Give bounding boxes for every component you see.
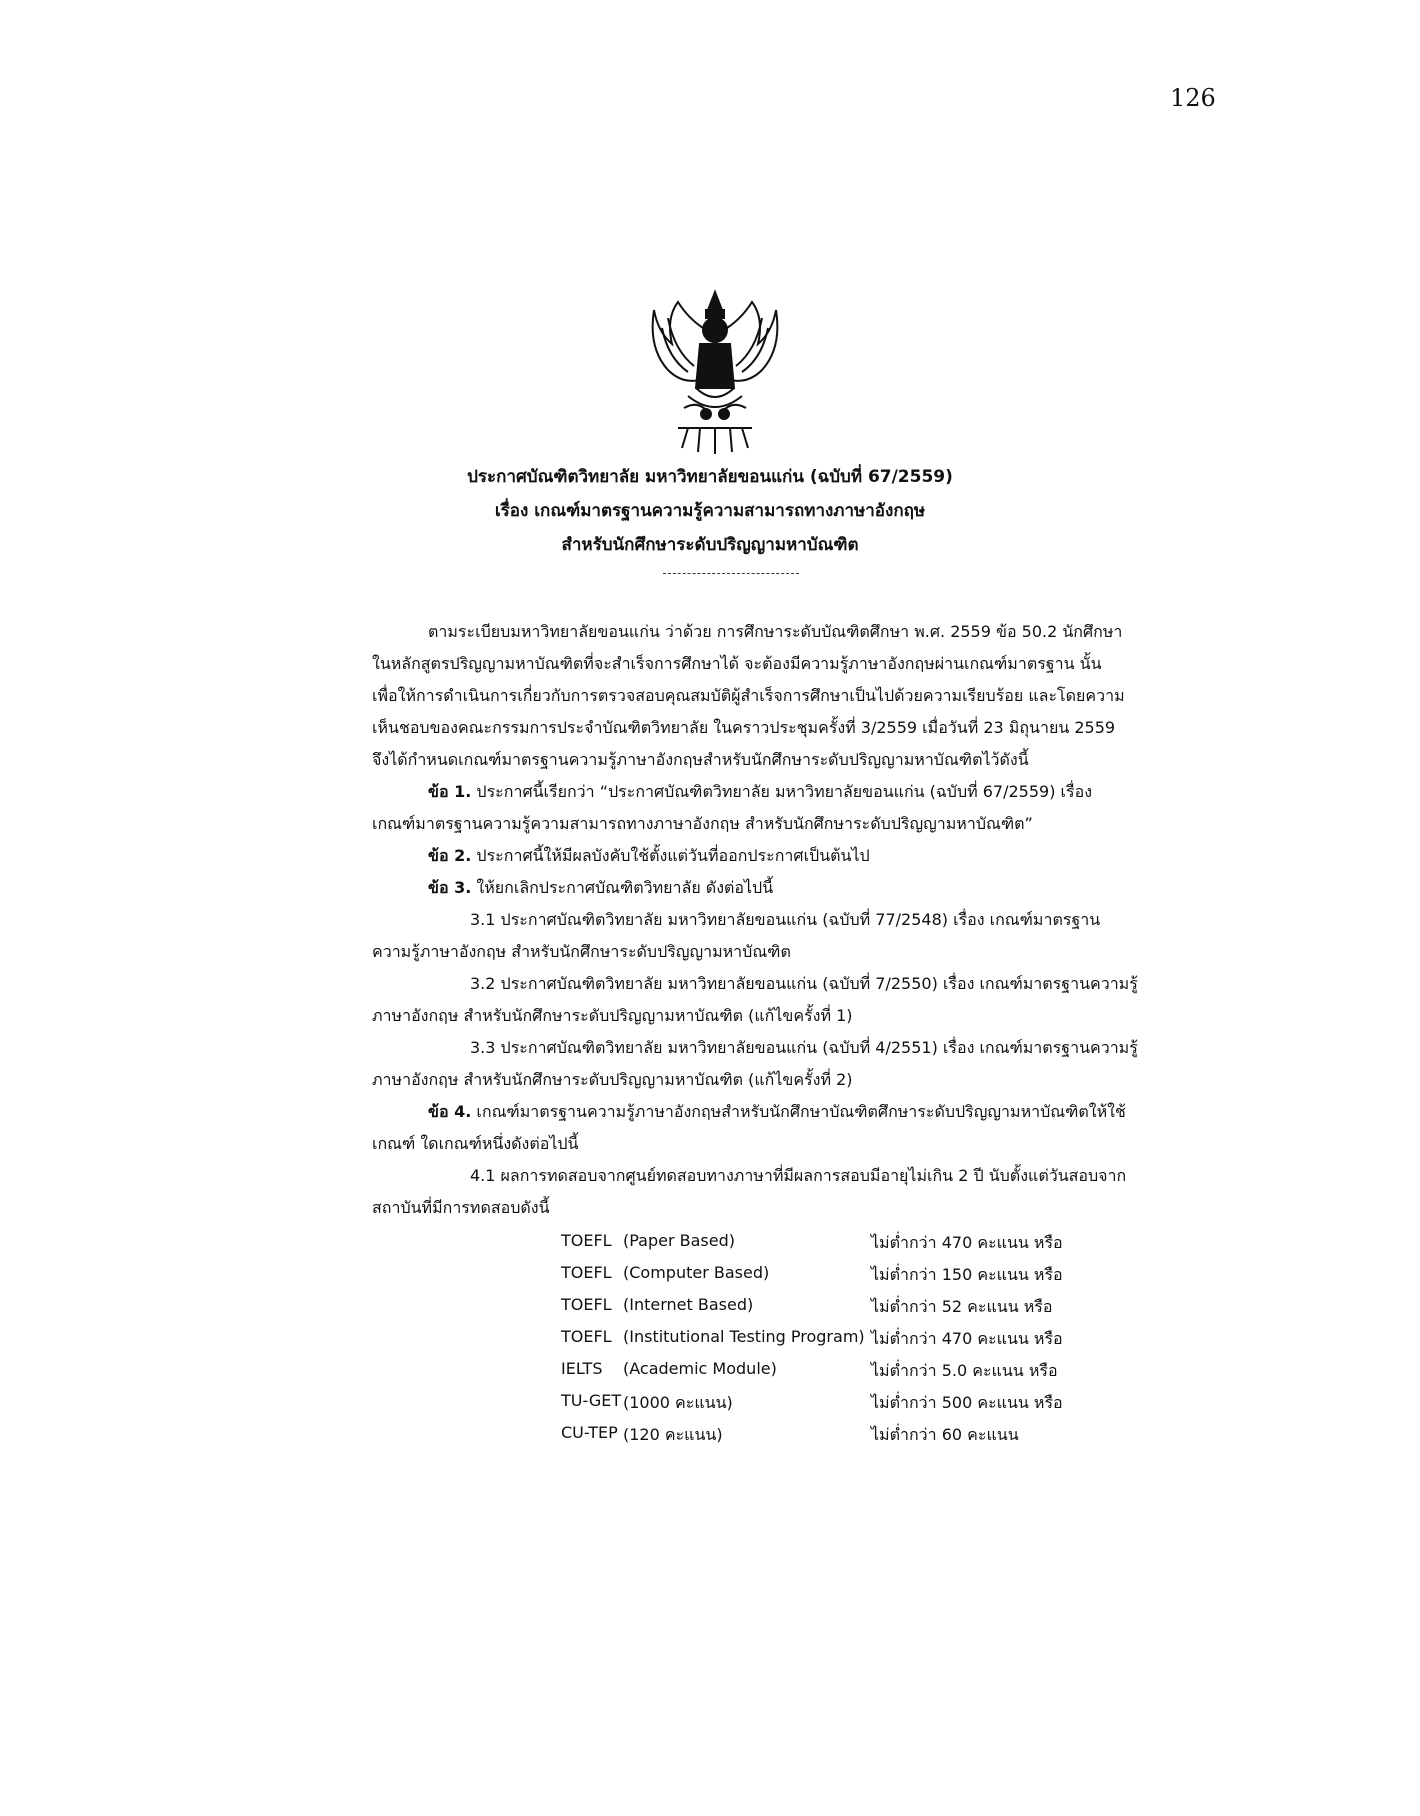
clause-4-label: ข้อ 4. xyxy=(428,1102,472,1121)
announcement-title: ประกาศบัณฑิตวิทยาลัย มหาวิทยาลัยขอนแก่น (ฉบับที่ 67/2559) xyxy=(467,467,953,487)
heading-divider xyxy=(663,573,799,574)
test-description: (1000 คะแนน) xyxy=(623,1393,733,1412)
clause-2-label: ข้อ 2. xyxy=(428,846,472,865)
test-description: (Computer Based) xyxy=(623,1263,770,1282)
test-name: TOEFL xyxy=(561,1327,612,1346)
clause-2 xyxy=(428,844,870,869)
test-description: (Institutional Testing Program) xyxy=(623,1327,865,1346)
clause-2-text: ประกาศนี้ให้มีผลบังคับใช้ตั้งแต่วันที่ออกประกาศเป็นต้นไป xyxy=(476,846,870,865)
test-criterion: ไม่ต่ำกว่า 60 คะแนน xyxy=(871,1425,1019,1444)
announcement-subject-line2: สำหรับนักศึกษาระดับปริญญามหาบัณฑิต xyxy=(561,535,859,555)
test-criterion: ไม่ต่ำกว่า 470 คะแนน หรือ xyxy=(871,1233,1063,1252)
clause-3 xyxy=(428,876,773,901)
test-criterion: ไม่ต่ำกว่า 150 คะแนน หรือ xyxy=(871,1265,1063,1284)
preamble-line: จึงได้กำหนดเกณฑ์มาตรฐานความรู้ภาษาอังกฤษสำหรับนักศึกษาระดับปริญญามหาบัณฑิตไว้ดังนี้ xyxy=(372,750,1029,769)
test-description: (120 คะแนน) xyxy=(623,1425,723,1444)
test-description: (Paper Based) xyxy=(623,1231,735,1250)
preamble-line: ในหลักสูตรปริญญามหาบัณฑิตที่จะสำเร็จการศึกษาได้ จะต้องมีความรู้ภาษาอังกฤษผ่านเกณฑ์มาตรฐาน นั้น xyxy=(372,654,1102,673)
test-criterion: ไม่ต่ำกว่า 52 คะแนน หรือ xyxy=(871,1297,1053,1316)
clause-4-continued: เกณฑ์ ใดเกณฑ์หนึ่งดังต่อไปนี้ xyxy=(372,1134,579,1153)
clause-3-item-continued: ความรู้ภาษาอังกฤษ สำหรับนักศึกษาระดับปริญญามหาบัณฑิต xyxy=(372,942,791,961)
test-description: (Academic Module) xyxy=(623,1359,777,1378)
test-description: (Internet Based) xyxy=(623,1295,754,1314)
test-name: TOEFL xyxy=(561,1295,612,1314)
clause-3-item: 3.1 ประกาศบัณฑิตวิทยาลัย มหาวิทยาลัยขอนแก่น (ฉบับที่ 77/2548) เรื่อง เกณฑ์มาตรฐาน xyxy=(470,910,1101,929)
clause-3-item-continued: ภาษาอังกฤษ สำหรับนักศึกษาระดับปริญญามหาบัณฑิต (แก้ไขครั้งที่ 1) xyxy=(372,1006,853,1025)
clause-3-label: ข้อ 3. xyxy=(428,878,472,897)
announcement-subject: เรื่อง เกณฑ์มาตรฐานความรู้ความสามารถทางภาษาอังกฤษ xyxy=(494,501,926,521)
test-name: TOEFL xyxy=(561,1231,612,1250)
clause-3-item: 3.3 ประกาศบัณฑิตวิทยาลัย มหาวิทยาลัยขอนแก่น (ฉบับที่ 4/2551) เรื่อง เกณฑ์มาตรฐานความรู้ xyxy=(470,1038,1138,1057)
test-name: TOEFL xyxy=(561,1263,612,1282)
clause-4 xyxy=(428,1100,1126,1125)
clause-1 xyxy=(428,780,1092,805)
clause-1-text: ประกาศนี้เรียกว่า “ประกาศบัณฑิตวิทยาลัย มหาวิทยาลัยขอนแก่น (ฉบับที่ 67/2559) เรื่อง xyxy=(476,782,1093,801)
preamble-line: เห็นชอบของคณะกรรมการประจำบัณฑิตวิทยาลัย ในคราวประชุมครั้งที่ 3/2559 เมื่อวันที่ 23 มิถุนายน 2559 xyxy=(372,718,1116,737)
garuda-emblem-icon xyxy=(648,288,782,458)
clause-3-text: ให้ยกเลิกประกาศบัณฑิตวิทยาลัย ดังต่อไปนี้ xyxy=(476,878,774,897)
test-name: IELTS xyxy=(561,1359,603,1378)
clause-4-1-continued: สถาบันที่มีการทดสอบดังนี้ xyxy=(372,1198,550,1217)
test-name: CU-TEP xyxy=(561,1423,618,1442)
clause-3-item: 3.2 ประกาศบัณฑิตวิทยาลัย มหาวิทยาลัยขอนแก่น (ฉบับที่ 7/2550) เรื่อง เกณฑ์มาตรฐานความรู้ xyxy=(470,974,1138,993)
clause-4-1: 4.1 ผลการทดสอบจากศูนย์ทดสอบทางภาษาที่มีผลการสอบมีอายุไม่เกิน 2 ปี นับตั้งแต่วันสอบจาก xyxy=(470,1166,1127,1185)
page-number: 126 xyxy=(1170,84,1216,112)
test-criterion: ไม่ต่ำกว่า 500 คะแนน หรือ xyxy=(871,1393,1063,1412)
clause-1-label: ข้อ 1. xyxy=(428,782,472,801)
preamble-line: ตามระเบียบมหาวิทยาลัยขอนแก่น ว่าด้วย การศึกษาระดับบัณฑิตศึกษา พ.ศ. 2559 ข้อ 50.2 นักศึกษา xyxy=(428,622,1123,641)
clause-3-item-continued: ภาษาอังกฤษ สำหรับนักศึกษาระดับปริญญามหาบัณฑิต (แก้ไขครั้งที่ 2) xyxy=(372,1070,853,1089)
test-name: TU-GET xyxy=(561,1391,622,1410)
preamble-line: เพื่อให้การดำเนินการเกี่ยวกับการตรวจสอบคุณสมบัติผู้สำเร็จการศึกษาเป็นไปด้วยความเรียบร้อย และโดยความ xyxy=(372,686,1125,705)
clause-4-text: เกณฑ์มาตรฐานความรู้ภาษาอังกฤษสำหรับนักศึกษาบัณฑิตศึกษาระดับปริญญามหาบัณฑิตให้ใช้ xyxy=(476,1102,1126,1121)
test-criterion: ไม่ต่ำกว่า 470 คะแนน หรือ xyxy=(871,1329,1063,1348)
test-criterion: ไม่ต่ำกว่า 5.0 คะแนน หรือ xyxy=(871,1361,1058,1380)
clause-1-continued: เกณฑ์มาตรฐานความรู้ความสามารถทางภาษาอังกฤษ สำหรับนักศึกษาระดับปริญญามหาบัณฑิต” xyxy=(372,814,1033,833)
